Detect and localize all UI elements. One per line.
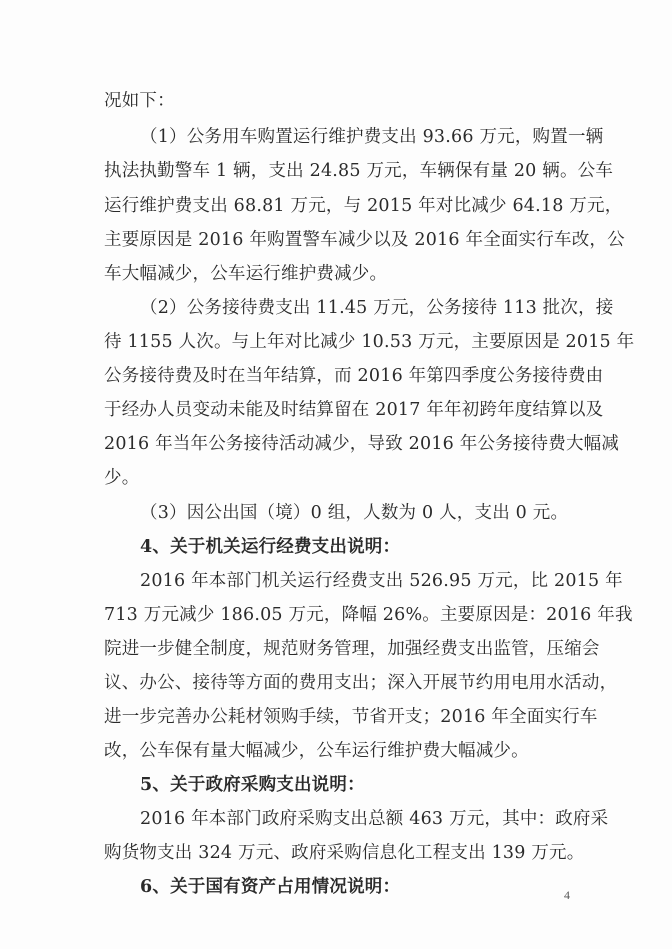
- item-2-line-3: 公务接待费及时在当年结算，而 2016 年第四季度公务接待费由: [104, 366, 604, 386]
- section-heading-4: 4、关于机关运行经费支出说明：: [140, 537, 401, 557]
- section-4-line-4: 议、办公、接待等方面的费用支出；深入开展节约用电用水活动，: [104, 673, 618, 693]
- item-1-line-2: 执法执勤警车 1 辆，支出 24.85 万元，车辆保有量 20 辆。公车: [104, 161, 614, 181]
- section-5-line-2: 购货物支出 324 万元、政府采购信息化工程支出 139 万元。: [104, 843, 585, 863]
- section-4-line-2: 713 万元减少 186.05 万元，降幅 26%。主要原因是：2016 年我: [104, 605, 633, 625]
- section-heading-6: 6、关于国有资产占用情况说明：: [140, 877, 401, 897]
- section-4-line-6: 改，公车保有量大幅减少，公车运行维护费大幅减少。: [104, 741, 529, 761]
- paragraph-continuation: 况如下：: [104, 91, 175, 111]
- section-heading-5: 5、关于政府采购支出说明：: [140, 775, 365, 795]
- item-1-line-5: 车大幅减少，公车运行维护费减少。: [104, 264, 388, 284]
- item-2-line-1: （2）公务接待费支出 11.45 万元，公务接待 113 批次，接: [140, 298, 614, 318]
- item-3-line-1: （3）因公出国（境）0 组，人数为 0 人，支出 0 元。: [140, 503, 569, 523]
- item-2-line-6: 少。: [104, 468, 140, 488]
- page-number: 4: [564, 888, 570, 902]
- item-1-line-3: 运行维护费支出 68.81 万元，与 2015 年对比减少 64.18 万元，: [104, 196, 623, 216]
- section-5-line-1: 2016 年本部门政府采购支出总额 463 万元，其中：政府采: [140, 809, 609, 829]
- item-2-line-4: 于经办人员变动未能及时结算留在 2017 年年初跨年度结算以及: [104, 400, 604, 420]
- section-4-line-1: 2016 年本部门机关运行经费支出 526.95 万元，比 2015 年: [140, 571, 623, 591]
- section-4-line-3: 院进一步健全制度，规范财务管理，加强经费支出监管，压缩会: [104, 639, 600, 659]
- item-2-line-5: 2016 年当年公务接待活动减少，导致 2016 年公务接待费大幅减: [104, 434, 620, 454]
- item-2-line-2: 待 1155 人次。与上年对比减少 10.53 万元，主要原因是 2015 年: [104, 332, 635, 352]
- item-1-line-1: （1）公务用车购置运行维护费支出 93.66 万元，购置一辆: [140, 127, 604, 147]
- item-1-line-4: 主要原因是 2016 年购置警车减少以及 2016 年全面实行车改，公: [104, 230, 625, 250]
- section-4-line-5: 进一步完善办公耗材领购手续，节省开支；2016 年全面实行车: [104, 707, 598, 727]
